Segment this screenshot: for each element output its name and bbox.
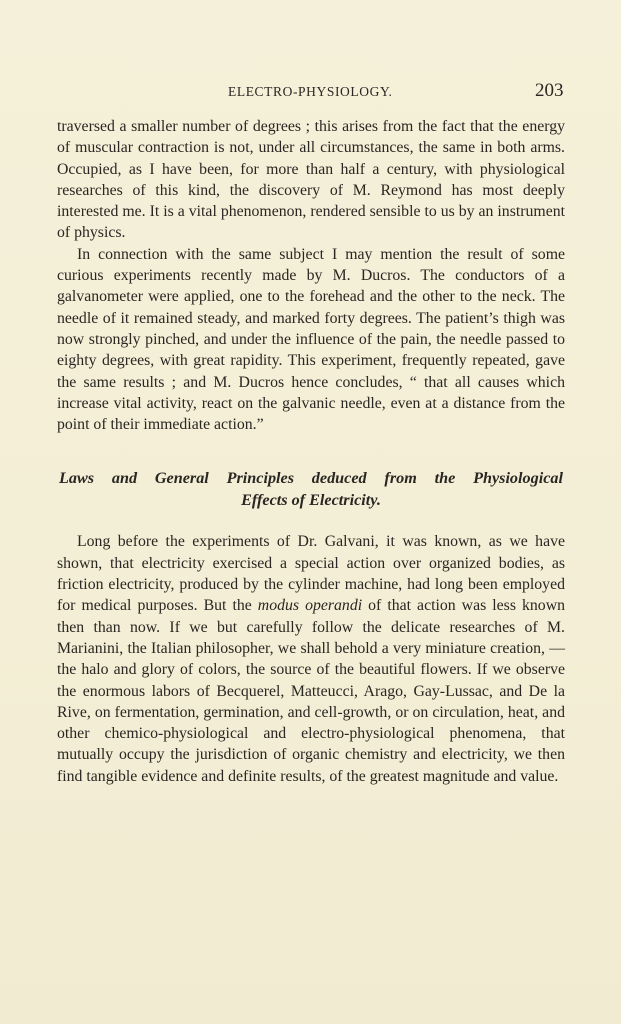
- paragraph-1: traversed a smaller number of degrees ; this arises from the fact that the energy of muscular contraction is not, under all circumstances, the same in both arms. Occupied, as I have been, for more than half a century, with physiological researches of this kind, the discovery of M. Reymond has most deeply interested me. It is a vital phenomenon, rendered sensible to us by an instrument of physics.: [57, 118, 565, 242]
- section-heading-line-2: Effects of Electricity.: [241, 491, 381, 510]
- paragraph-3-text-b: of that action was less known then than now. If we but carefully follow the delicate researches of M. Marianini, the Italian philosopher, we shall behold a very miniature creation, — the halo and glory of colors, the source of the beautiful flowers. If we observe the enormous labors of Becquerel, Matteucci, Arago, Gay-Lussac, and De la Rive, on fermentation, germination, and cell-growth, or on circulation, heat, and other chemico-physiological and electro-physiological phenomena, that mutually occupy the jurisdiction of organic chemistry and electricity, we then find tangible evidence and definite results, of the greatest magnitude and value.: [57, 597, 565, 785]
- body-text: [57, 116, 565, 787]
- section-heading: [57, 435, 565, 531]
- paragraph-3-text-a: Long before the experiments of Dr. Galvani, it was known, as we have shown, that electricity exercised a special action over organized bodies, as friction electricity, produced by the cylinder machine, had long been employed for medical purposes. But the: [57, 533, 565, 615]
- paragraph-3: [57, 531, 565, 787]
- paragraph-2: In connection with the same subject I may mention the result of some curious experiments recently made by M. Ducros. The conductors of a galvanometer were applied, one to the forehead and the other to the neck. The needle of it remained steady, and marked forty degrees. The patient’s thigh was now strongly pinched, and under the influence of the pain, the needle passed to eighty degrees, with great rapidity. This experiment, frequently repeated, gave the same results ; and M. Ducros hence concludes, “ that all causes which increase vital activity, react on the galvanic needle, even at a distance from the point of their immediate action.”: [57, 245, 565, 434]
- paragraph-3-italic: modus operandi: [257, 597, 363, 615]
- running-head: ELECTRO-PHYSIOLOGY.: [228, 84, 393, 99]
- page-number: 203: [535, 80, 564, 101]
- section-heading-line-1: Laws and General Principles deduced from the Physiological: [59, 469, 563, 488]
